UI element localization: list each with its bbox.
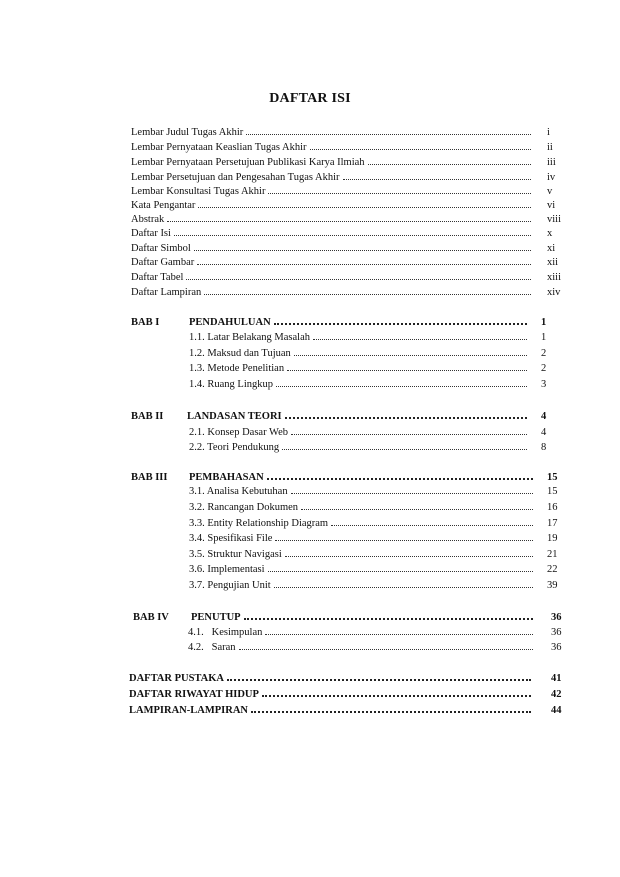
section-label: 3.6. Implementasi xyxy=(189,564,265,575)
section-label: 1.2. Maksud dan Tujuan xyxy=(189,348,291,359)
toc-entry-page: vi xyxy=(547,200,556,211)
section-label: 1.3. Metode Penelitian xyxy=(189,363,285,374)
toc-entry[interactable] xyxy=(131,198,561,212)
section-page: 8 xyxy=(541,442,547,453)
toc-entry[interactable] xyxy=(131,226,561,240)
section-entry[interactable] xyxy=(189,531,561,545)
chapter-entry-bab-2[interactable] xyxy=(131,408,555,422)
toc-entry-page: 42 xyxy=(551,689,562,700)
toc-entry-page: 44 xyxy=(551,705,562,716)
toc-entry-lampiran[interactable] xyxy=(129,702,565,716)
toc-entry[interactable] xyxy=(131,241,561,255)
section-label: 3.5. Struktur Navigasi xyxy=(189,549,282,560)
toc-entry-page: xii xyxy=(547,257,559,268)
section-entry[interactable] xyxy=(189,484,561,498)
dot-leader xyxy=(167,212,531,222)
dot-leader xyxy=(343,170,531,180)
section-label: 3.4. Spesifikasi File xyxy=(189,533,273,544)
dot-leader xyxy=(239,640,533,650)
toc-entry-page: viii xyxy=(546,214,561,225)
toc-entry-page: x xyxy=(547,228,553,239)
toc-entry-page: xiii xyxy=(546,272,561,283)
dot-leader xyxy=(368,155,531,165)
chapter-title: LANDASAN TEORI xyxy=(187,411,282,422)
dot-leader xyxy=(265,625,533,635)
dot-leader xyxy=(310,140,531,150)
dot-leader xyxy=(186,270,531,280)
dot-leader xyxy=(275,531,533,541)
section-page: 2 xyxy=(541,363,547,374)
section-entry[interactable] xyxy=(189,361,555,375)
section-entry[interactable] xyxy=(189,425,555,439)
chapter-page: 36 xyxy=(551,612,562,623)
toc-entry-label: Lembar Pernyataan Persetujuan Publikasi Karya Ilmiah xyxy=(131,157,365,168)
toc-entry-page: ii xyxy=(547,142,553,153)
section-label: 4.2. Saran xyxy=(188,642,236,653)
dot-leader xyxy=(276,377,527,387)
chapter-number: BAB II xyxy=(131,411,164,422)
chapter-page: 4 xyxy=(541,411,547,422)
section-label: 1.4. Ruang Lingkup xyxy=(189,379,273,390)
section-entry[interactable] xyxy=(188,640,565,654)
section-entry[interactable] xyxy=(188,625,565,639)
section-entry[interactable] xyxy=(189,562,561,576)
dot-leader xyxy=(262,686,531,697)
chapter-title: PENUTUP xyxy=(191,612,241,623)
dot-leader xyxy=(282,440,527,450)
dot-leader xyxy=(313,330,527,340)
dot-leader xyxy=(331,516,533,526)
dot-leader xyxy=(287,361,527,371)
toc-entry-label: Kata Pengantar xyxy=(131,200,196,211)
section-label: 3.1. Analisa Kebutuhan xyxy=(189,486,288,497)
section-label: 3.3. Entity Relationship Diagram xyxy=(189,518,329,529)
section-label: 2.2. Teori Pendukung xyxy=(189,442,280,453)
dot-leader xyxy=(204,285,531,295)
section-page: 36 xyxy=(551,642,562,653)
section-entry[interactable] xyxy=(189,346,555,360)
section-page: 4 xyxy=(541,427,547,438)
dot-leader xyxy=(227,670,531,681)
chapter-title: PEMBAHASAN xyxy=(189,472,264,483)
section-page: 2 xyxy=(541,348,547,359)
toc-entry[interactable] xyxy=(131,184,561,198)
toc-entry[interactable] xyxy=(131,140,561,154)
section-entry[interactable] xyxy=(189,377,555,391)
dot-leader xyxy=(246,125,531,135)
toc-entry-page: iii xyxy=(547,157,556,168)
dot-leader xyxy=(198,198,531,208)
dot-leader xyxy=(251,702,531,713)
section-label: 3.2. Rancangan Dokumen xyxy=(189,502,299,513)
toc-entry-label: LAMPIRAN-LAMPIRAN xyxy=(129,705,248,716)
chapter-number: BAB IV xyxy=(133,612,169,623)
toc-entry-page: 41 xyxy=(551,673,562,684)
chapter-title: PENDAHULUAN xyxy=(189,317,271,328)
toc-entry-label: Lembar Judul Tugas Akhir xyxy=(131,127,244,138)
dot-leader xyxy=(294,346,527,356)
chapter-entry-bab-4[interactable] xyxy=(133,609,565,623)
dot-leader xyxy=(268,562,533,572)
dot-leader xyxy=(244,609,533,620)
section-entry[interactable] xyxy=(189,547,561,561)
section-page: 3 xyxy=(541,379,547,390)
dot-leader xyxy=(285,547,533,557)
toc-entry[interactable] xyxy=(131,125,561,139)
section-page: 15 xyxy=(547,486,558,497)
toc-entry-label: Daftar Tabel xyxy=(131,272,184,283)
chapter-entry-bab-1[interactable] xyxy=(131,314,555,328)
chapter-entry-bab-3[interactable] xyxy=(131,469,561,483)
toc-entry-label: Lembar Konsultasi Tugas Akhir xyxy=(131,186,266,197)
toc-entry-label: Daftar Gambar xyxy=(131,257,195,268)
toc-entry-label: DAFTAR RIWAYAT HIDUP xyxy=(129,689,259,700)
section-entry[interactable] xyxy=(189,330,555,344)
dot-leader xyxy=(301,500,533,510)
section-page: 36 xyxy=(551,627,562,638)
section-page: 22 xyxy=(547,564,558,575)
toc-entry-label: Daftar Isi xyxy=(131,228,171,239)
toc-entry[interactable] xyxy=(131,285,561,299)
chapter-page: 15 xyxy=(547,472,558,483)
toc-entry-page: v xyxy=(547,186,553,197)
dot-leader xyxy=(274,578,533,588)
toc-entry[interactable] xyxy=(131,255,561,269)
section-page: 16 xyxy=(547,502,558,513)
dot-leader xyxy=(194,241,531,251)
chapter-number: BAB III xyxy=(131,472,168,483)
toc-entry-label: Daftar Simbol xyxy=(131,243,191,254)
dot-leader xyxy=(267,469,533,480)
toc-entry-page: xi xyxy=(547,243,556,254)
section-entry[interactable] xyxy=(189,516,561,530)
toc-entry[interactable] xyxy=(131,270,561,284)
toc-entry[interactable] xyxy=(131,155,561,169)
section-page: 21 xyxy=(547,549,558,560)
section-page: 1 xyxy=(541,332,547,343)
toc-entry[interactable] xyxy=(131,212,561,226)
section-label: 1.1. Latar Belakang Masalah xyxy=(189,332,310,343)
section-page: 19 xyxy=(547,533,558,544)
section-page: 39 xyxy=(547,580,558,591)
toc-entry-label: Daftar Lampiran xyxy=(131,287,202,298)
toc-entry-daftar-riwayat-hidup[interactable] xyxy=(129,686,565,700)
section-label: 3.7. Pengujian Unit xyxy=(189,580,271,591)
dot-leader xyxy=(285,408,527,419)
toc-entry-label: Lembar Persetujuan dan Pengesahan Tugas Akhir xyxy=(131,172,340,183)
chapter-number: BAB I xyxy=(131,317,160,328)
dot-leader xyxy=(291,484,533,494)
toc-entry-page: xiv xyxy=(547,287,561,298)
section-page: 17 xyxy=(547,518,558,529)
dot-leader xyxy=(174,226,531,236)
section-label: 4.1. Kesimpulan xyxy=(188,627,263,638)
toc-entry[interactable] xyxy=(131,170,561,184)
page-title: DAFTAR ISI xyxy=(269,91,351,106)
dot-leader xyxy=(291,425,527,435)
toc-entry-page: i xyxy=(547,127,550,138)
dot-leader xyxy=(268,184,531,194)
toc-entry-label: DAFTAR PUSTAKA xyxy=(129,673,224,684)
chapter-page: 1 xyxy=(541,317,547,328)
toc-entry-label: Lembar Pernyataan Keaslian Tugas Akhir xyxy=(131,142,307,153)
dot-leader xyxy=(197,255,531,265)
section-entry[interactable] xyxy=(189,578,561,592)
section-entry[interactable] xyxy=(189,500,561,514)
dot-leader xyxy=(274,314,527,325)
toc-entry-daftar-pustaka[interactable] xyxy=(129,670,565,684)
section-entry[interactable] xyxy=(189,440,555,454)
section-label: 2.1. Konsep Dasar Web xyxy=(189,427,288,438)
toc-entry-label: Abstrak xyxy=(131,214,165,225)
toc-entry-page: iv xyxy=(547,172,556,183)
